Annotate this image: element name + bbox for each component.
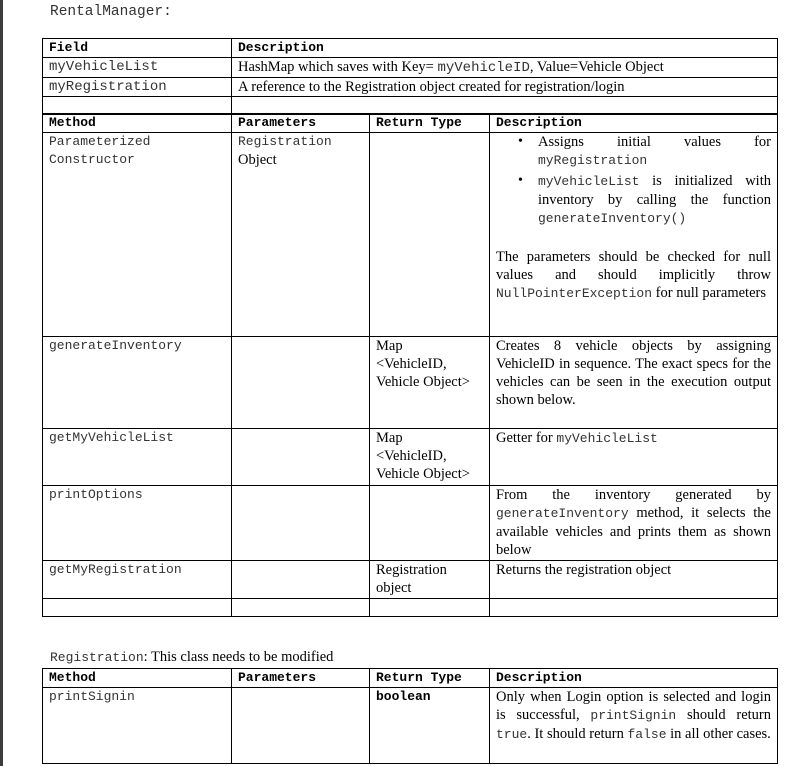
methods-header-row	[43, 669, 778, 688]
fields-header-row	[43, 39, 778, 58]
method-parameters	[232, 486, 370, 561]
header-description: Description	[232, 39, 778, 58]
empty-row	[43, 97, 778, 115]
methods-table	[42, 113, 778, 617]
rental-manager-title: RentalManager:	[50, 4, 172, 20]
method-parameters	[232, 561, 370, 599]
method-return-type	[370, 486, 490, 561]
header-field: Field	[43, 39, 232, 58]
header-parameters: Parameters	[232, 669, 370, 688]
field-name: myVehicleList	[43, 58, 232, 78]
empty-row	[43, 599, 778, 617]
registration-methods-table	[42, 668, 778, 764]
method-parameters	[232, 688, 370, 764]
method-name: Parameterized Constructor	[43, 133, 232, 337]
window-edge	[0, 0, 3, 766]
method-description: Creates 8 vehicle objects by assigning VehicleID in sequence. The exact specs for the vehicles can be seen in the execution output shown below.	[490, 337, 778, 429]
field-description: HashMap which saves with Key= myVehicleID, Value=Vehicle Object	[232, 58, 778, 78]
table-row	[43, 78, 778, 97]
method-parameters: Registration Object	[232, 133, 370, 337]
method-name: getMyVehicleList	[43, 429, 232, 486]
method-return-type	[370, 133, 490, 337]
fields-table	[42, 38, 778, 115]
registration-title: Registration: This class needs to be modified	[50, 649, 334, 665]
method-name: printSignin	[43, 688, 232, 764]
list-item: • myVehicleList is initialized with inventory by calling the function generateInventory()	[538, 172, 771, 228]
header-method: Method	[43, 669, 232, 688]
list-item: • Assigns initial values for myRegistration	[538, 133, 771, 170]
table-row	[43, 337, 778, 429]
method-return-type: Map <VehicleID, Vehicle Object>	[370, 429, 490, 486]
method-description	[490, 133, 778, 337]
table-row	[43, 58, 778, 78]
table-row	[43, 133, 778, 337]
header-parameters: Parameters	[232, 114, 370, 133]
method-name: printOptions	[43, 486, 232, 561]
field-name: myRegistration	[43, 78, 232, 97]
header-description: Description	[490, 114, 778, 133]
method-description: From the inventory generated by generateInventory method, it selects the available vehicles and prints them as shown below	[490, 486, 778, 561]
table-row	[43, 486, 778, 561]
method-parameters	[232, 337, 370, 429]
method-description: Only when Login option is selected and login is successful, printSignin should return true. It should return false in all other cases.	[490, 688, 778, 764]
method-description: Getter for myVehicleList	[490, 429, 778, 486]
method-description: Returns the registration object	[490, 561, 778, 599]
method-parameters	[232, 429, 370, 486]
method-return-type: Map <VehicleID, Vehicle Object>	[370, 337, 490, 429]
table-row	[43, 429, 778, 486]
header-return-type: Return Type	[370, 114, 490, 133]
table-row	[43, 561, 778, 599]
null-check-note: The parameters should be checked for null values and should implicitly throw NullPointerException for null parameters	[496, 249, 771, 301]
method-return-type: boolean	[370, 688, 490, 764]
header-method: Method	[43, 114, 232, 133]
method-name: generateInventory	[43, 337, 232, 429]
header-description: Description	[490, 669, 778, 688]
header-return-type: Return Type	[370, 669, 490, 688]
method-return-type: Registration object	[370, 561, 490, 599]
methods-header-row	[43, 114, 778, 133]
method-name: getMyRegistration	[43, 561, 232, 599]
field-description: A reference to the Registration object created for registration/login	[232, 78, 778, 97]
table-row	[43, 688, 778, 764]
